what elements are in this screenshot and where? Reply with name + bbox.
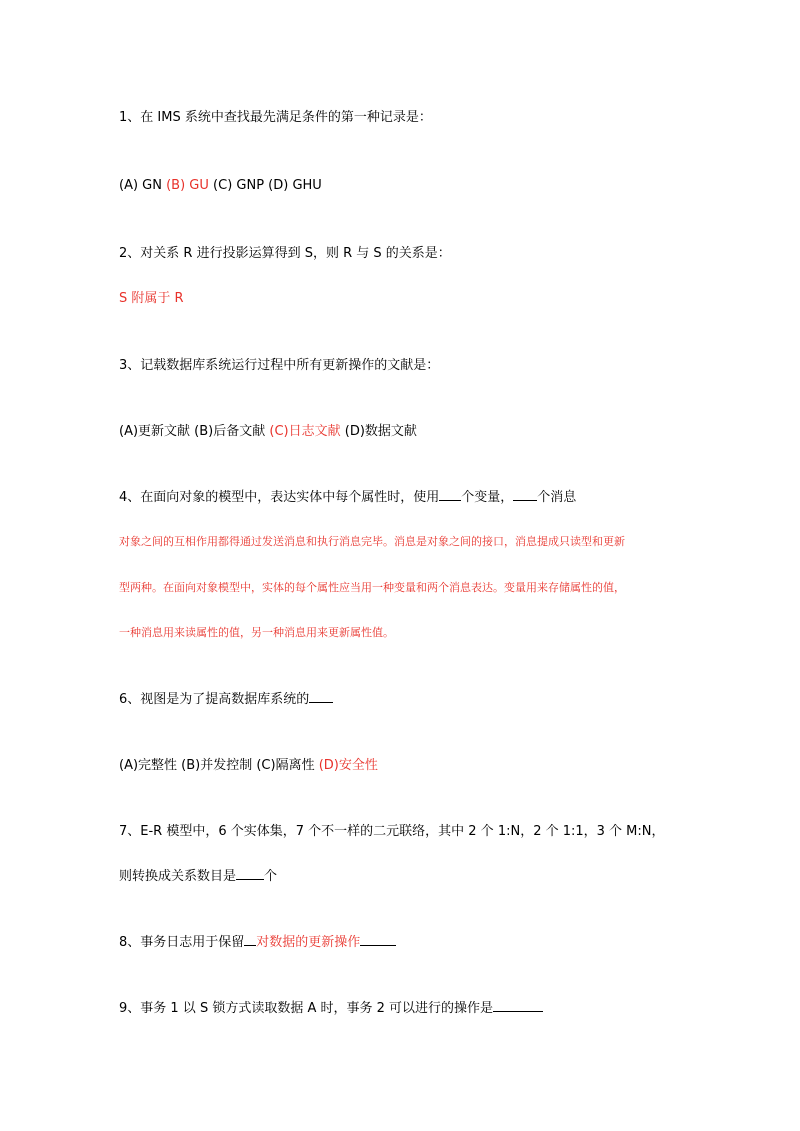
question-1: [119, 108, 432, 128]
options-a-b-c: (A)完整性 (B)并发控制 (C)隔离性: [119, 758, 319, 773]
answer-text: S 附属于 R: [119, 291, 184, 306]
question-2-text: 2、对关系 R 进行投影运算得到 S，则 R 与 S 的关系是：: [119, 246, 451, 261]
explanation-text-3: 一种消息用来读属性的值，另一种消息用来更新属性值。: [119, 626, 394, 639]
blank-after: [360, 945, 396, 946]
question-8: [119, 933, 396, 953]
blank: [236, 879, 264, 880]
option-a: (A) GN: [119, 178, 167, 193]
answer-option-c: (C)日志文献: [269, 424, 341, 439]
question-7-text-2b: 个: [264, 869, 278, 884]
question-3-text: 3、记载数据库系统运行过程中所有更新操作的文献是：: [119, 358, 440, 373]
question-9-text: 9、事务 1 以 S 锁方式读取数据 A 时，事务 2 可以进行的操作是: [119, 1001, 494, 1016]
answer-option-b: (B) GU: [166, 178, 209, 193]
explanation-line-3: [119, 623, 394, 643]
question-8-text: 8、事务日志用于保留: [119, 935, 245, 950]
blank: [493, 1011, 543, 1012]
question-6-options: [119, 756, 378, 776]
question-4: [119, 488, 576, 508]
question-1-text: 1、在 IMS 系统中查找最先满足条件的第一种记录是：: [119, 110, 432, 125]
question-1-options: [119, 176, 322, 196]
question-6-text: 6、视图是为了提高数据库系统的: [119, 692, 310, 707]
answer-text: 对数据的更新操作: [256, 935, 361, 950]
question-7-text-2a: 则转换成关系数目是: [119, 869, 237, 884]
explanation-line-1: [119, 532, 625, 552]
explanation-text-2: 型两种。在面向对象模型中，实体的每个属性应当用一种变量和两个消息表达。变量用来存储属性的值，: [119, 581, 625, 594]
question-4-part3: 个消息: [537, 490, 577, 505]
explanation-text-1: 对象之间的互相作用都得通过发送消息和执行消息完毕。消息是对象之间的接口，消息提成只读型和更新: [119, 535, 625, 548]
answer-option-d: (D)安全性: [318, 758, 378, 773]
option-d: (D)数据文献: [340, 424, 417, 439]
question-3-options: [119, 422, 417, 442]
explanation-line-2: [119, 578, 625, 598]
question-7-line-1: [119, 822, 665, 842]
question-2: [119, 244, 451, 264]
question-6: [119, 690, 333, 710]
question-4-part1: 4、在面向对象的模型中，表达实体中每个属性时，使用: [119, 490, 440, 505]
question-9: [119, 999, 543, 1019]
question-4-part2: 个变量，: [461, 490, 514, 505]
question-3: [119, 356, 439, 376]
question-7-line-2: [119, 867, 277, 887]
blank-before: [244, 945, 256, 946]
blank-1: [439, 500, 461, 501]
options-c-d: (C) GNP (D) GHU: [208, 178, 322, 193]
question-2-answer: [119, 289, 184, 309]
blank-2: [513, 500, 537, 501]
options-a-b: (A)更新文献 (B)后备文献: [119, 424, 270, 439]
question-7-text-1: 7、E-R 模型中，6 个实体集，7 个不一样的二元联络，其中 2 个 1:N，2 个 1:1，3 个 M:N，: [119, 824, 665, 839]
blank: [309, 702, 333, 703]
